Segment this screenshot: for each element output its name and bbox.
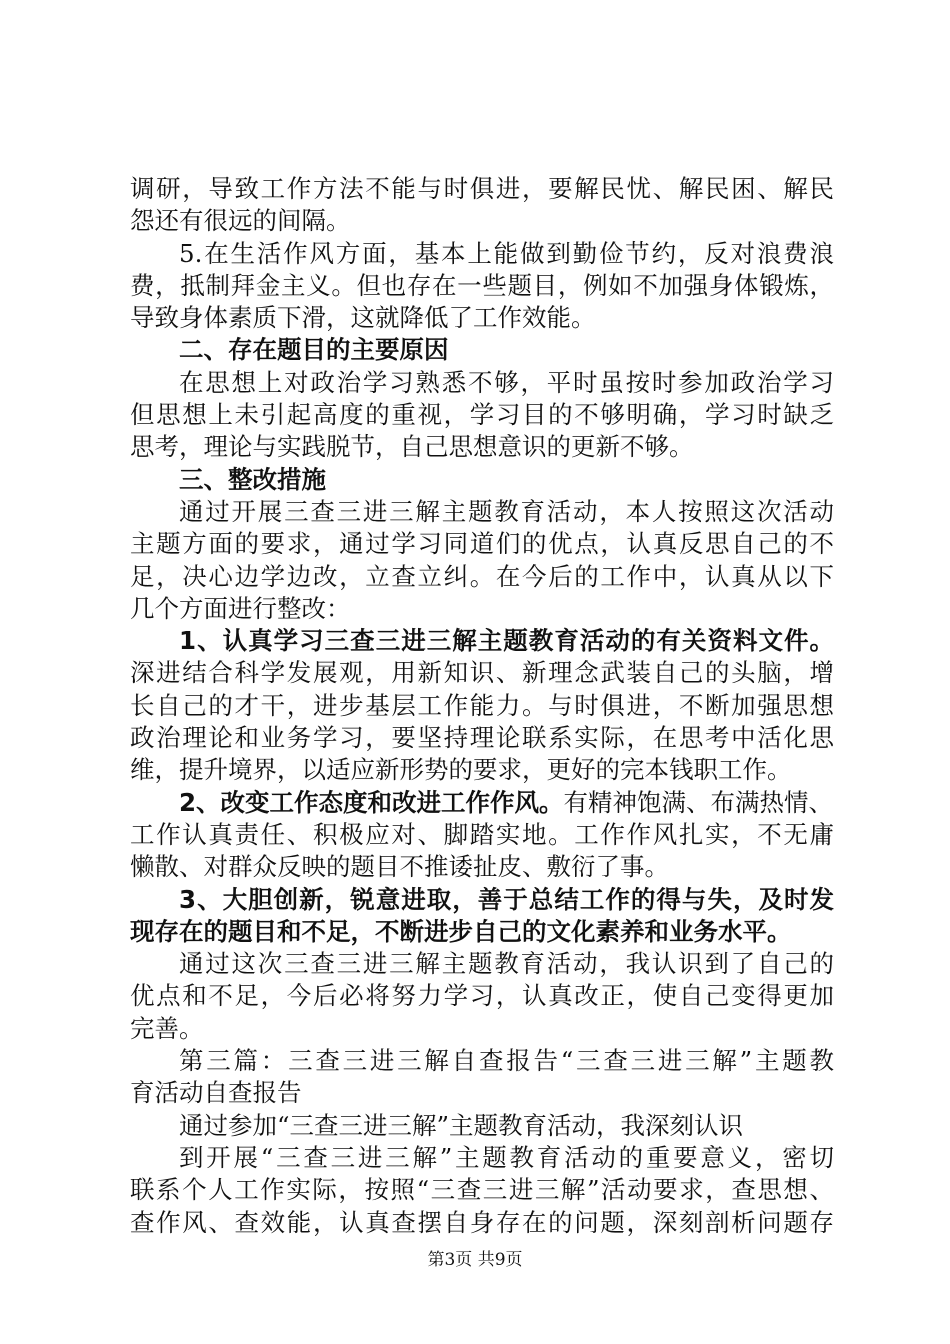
body-line: 5.在生活作风方面，基本上能做到勤俭节约，反对浪费浪 xyxy=(179,238,834,268)
page-number-footer: 第3页 共9页 xyxy=(427,1250,523,1270)
body-line-tail: 有精神饱满、布满热情、 xyxy=(563,787,834,817)
body-line: 长自己的才干，进步基层工作能力。与时俱进，不断加强思想 xyxy=(130,690,834,720)
body-line: 联系个人工作实际，按照“三查三进三解”活动要求，查思想、 xyxy=(130,1175,834,1205)
body-line: 足，决心边学边改，立查立纠。在今后的工作中，认真从以下 xyxy=(130,561,834,591)
body-line: 调研，导致工作方法不能与时俱进，要解民忧、解民困、解民 xyxy=(130,174,834,203)
mixed-line xyxy=(130,787,834,819)
body-line: 到开展“三查三进三解”主题教育活动的重要意义，密切 xyxy=(179,1142,834,1172)
body-line: 思考，理论与实践脱节，自己思想意识的更新不够。 xyxy=(130,432,694,462)
bold-item-line: 1、认真学习三查三进三解主题教育活动的有关资料文件。 xyxy=(179,626,834,656)
body-line: 在思想上对政治学习熟悉不够，平时虽按时参加政治学习 xyxy=(179,367,834,397)
bold-item-line: 现存在的题目和不足，不断进步自己的文化素养和业务水平。 xyxy=(130,916,792,946)
body-line: 导致身体素质下滑，这就降低了工作效能。 xyxy=(130,303,596,333)
body-line: 怨还有很远的间隔。 xyxy=(130,206,351,236)
body-line: 通过开展三查三进三解主题教育活动，本人按照这次活动 xyxy=(179,496,834,526)
bold-item-line: 3、大胆创新，锐意进取，善于总结工作的得与失，及时发 xyxy=(179,884,834,914)
body-line: 深进结合科学发展观，用新知识、新理念武装自己的头脑，增 xyxy=(130,658,834,688)
body-line: 完善。 xyxy=(130,1013,204,1043)
body-line: 通过参加“三查三进三解”主题教育活动，我深刻认识 xyxy=(179,1110,744,1140)
body-line: 育活动自查报告 xyxy=(130,1078,302,1108)
section-heading: 三、整改措施 xyxy=(179,464,326,494)
body-line: 主题方面的要求，通过学习同道们的优点，认真反思自己的不 xyxy=(130,529,834,559)
body-line: 通过这次三查三进三解主题教育活动，我认识到了自己的 xyxy=(179,949,834,979)
body-line: 几个方面进行整改： xyxy=(130,593,351,623)
body-line: 第三篇：三查三进三解自查报告“三查三进三解”主题教 xyxy=(179,1046,834,1076)
body-line: 查作风、查效能，认真查摆自身存在的问题，深刻剖析问题存 xyxy=(130,1207,834,1237)
body-line: 政治理论和业务学习，要坚持理论联系实际，在思考中活化思 xyxy=(130,723,834,753)
document-body xyxy=(130,173,834,1239)
body-line: 优点和不足，今后必将努力学习，认真改正，使自己变得更加 xyxy=(130,981,834,1011)
body-line: 懒散、对群众反映的题目不推诿扯皮、敷衍了事。 xyxy=(130,852,669,882)
body-line: 维，提升境界，以适应新形势的要求，更好的完本钱职工作。 xyxy=(130,755,792,785)
body-line: 工作认真责任、积极应对、脚踏实地。工作作风扎实，不无庸 xyxy=(130,819,834,849)
body-line: 费，抵制拜金主义。但也存在一些题目，例如不加强身体锻炼， xyxy=(130,270,834,300)
bold-item-lead: 2、改变工作态度和改进工作作风。 xyxy=(179,787,564,817)
body-line: 但思想上未引起高度的重视，学习目的不够明确，学习时缺乏 xyxy=(130,400,834,430)
section-heading: 二、存在题目的主要原因 xyxy=(179,335,449,365)
